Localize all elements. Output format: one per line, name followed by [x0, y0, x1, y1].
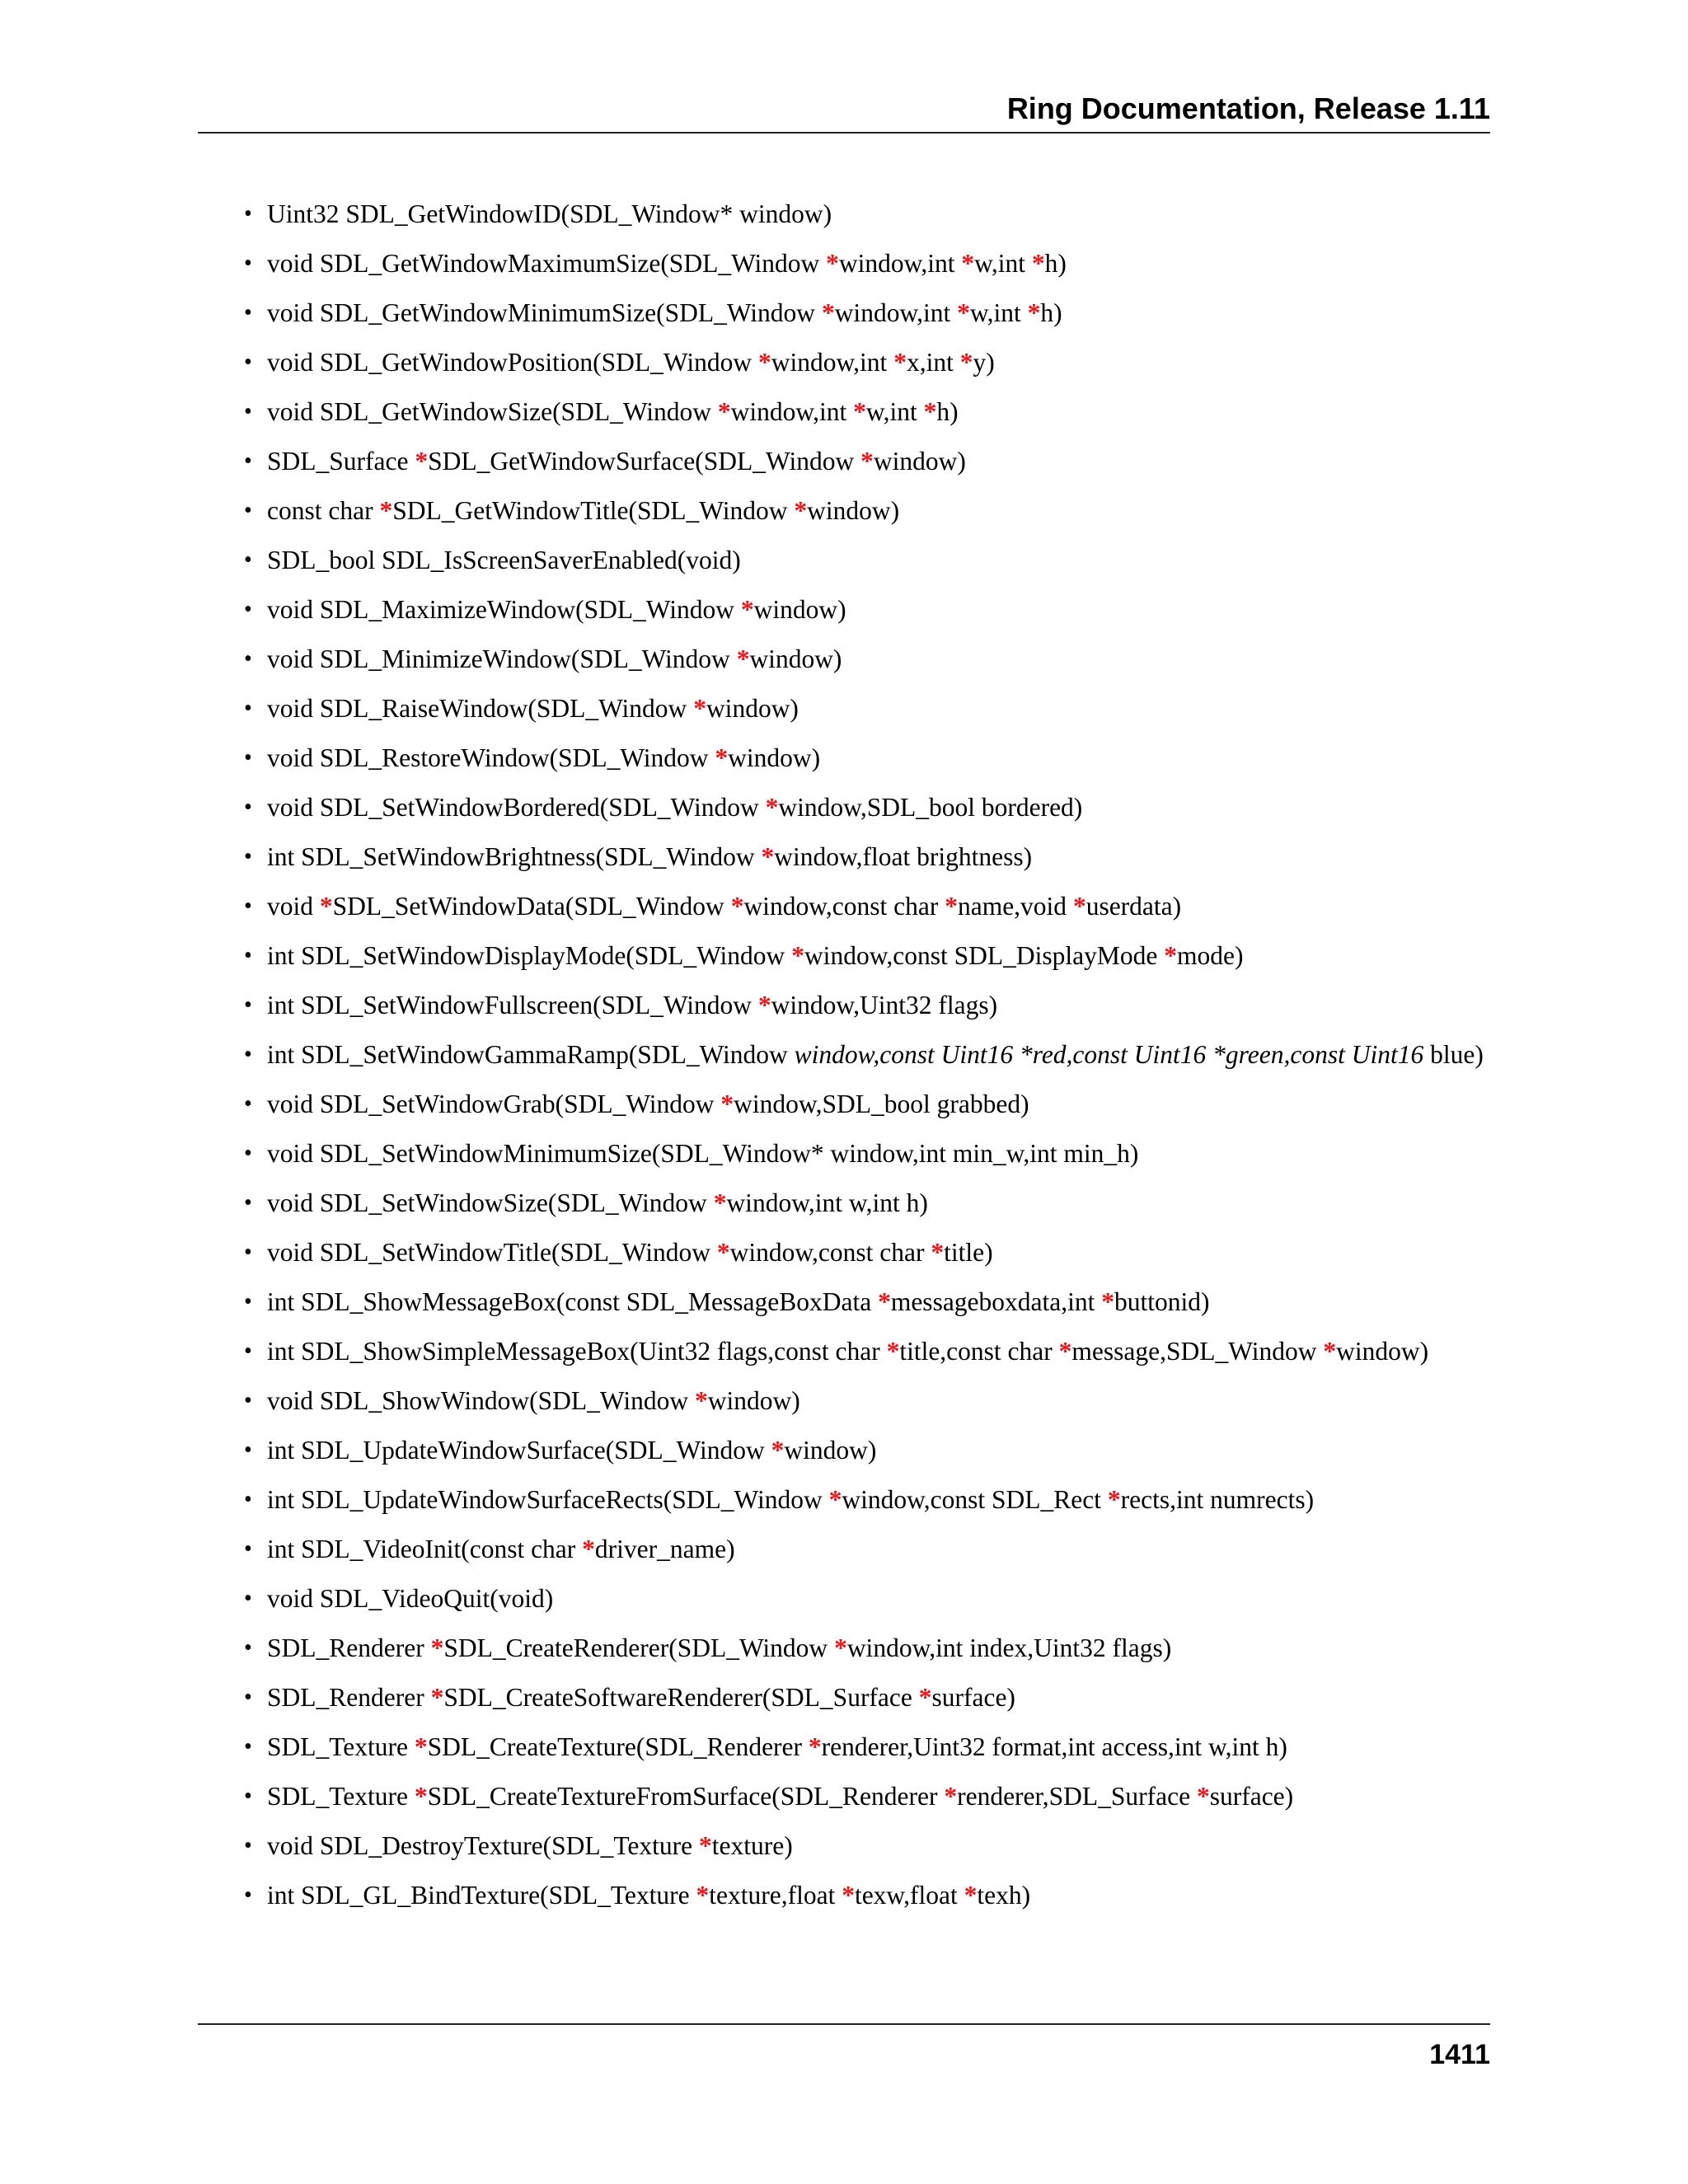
- function-signature: [267, 298, 1062, 327]
- list-item: [198, 1582, 1492, 1615]
- list-item: [198, 1830, 1492, 1863]
- list-item: [198, 1681, 1492, 1714]
- list-item: [198, 1187, 1492, 1220]
- list-item: [198, 643, 1492, 676]
- signature-text: int SDL_ShowMessageBox(const SDL_MessageBoxData: [267, 1287, 879, 1316]
- signature-text: rects,int numrects): [1120, 1485, 1315, 1514]
- pointer-asterisk: *: [713, 1188, 727, 1217]
- pointer-asterisk: *: [791, 941, 804, 970]
- signature-text: window): [753, 595, 846, 624]
- signature-text: window,const char: [743, 892, 945, 921]
- function-signature: [267, 644, 842, 673]
- pointer-asterisk: *: [931, 1238, 945, 1267]
- pointer-asterisk: *: [430, 1633, 444, 1662]
- list-item: [198, 247, 1492, 280]
- bullet-icon: •: [244, 943, 252, 968]
- signature-text: window): [807, 496, 900, 525]
- list-item: [198, 396, 1492, 429]
- signature-text: window): [706, 694, 799, 723]
- signature-text: const char: [267, 496, 380, 525]
- function-signature: [267, 1881, 1030, 1910]
- signature-text: w,int: [969, 298, 1028, 327]
- list-item: [198, 494, 1492, 527]
- signature-text: void SDL_RestoreWindow(SDL_Window: [267, 743, 715, 772]
- pointer-asterisk: *: [842, 1881, 855, 1910]
- signature-text: window,int: [771, 348, 894, 377]
- list-item: [198, 1088, 1492, 1121]
- list-item: [198, 544, 1492, 577]
- page-number: 1411: [1429, 2039, 1490, 2070]
- signature-text: void: [267, 892, 320, 921]
- signature-text: renderer,Uint32 format,int access,int w,int h): [821, 1732, 1287, 1761]
- signature-text: window): [784, 1436, 877, 1465]
- bullet-icon: •: [244, 893, 252, 919]
- pointer-asterisk: *: [808, 1732, 822, 1761]
- pointer-asterisk: *: [1107, 1485, 1121, 1514]
- function-signature: [267, 199, 832, 228]
- bullet-icon: •: [244, 547, 252, 573]
- bullet-icon: •: [244, 1783, 252, 1809]
- pointer-asterisk: *: [319, 892, 333, 921]
- function-signature: [267, 743, 820, 772]
- function-signature: [267, 546, 741, 574]
- signature-text: SDL_Renderer: [267, 1683, 431, 1712]
- list-item: [198, 593, 1492, 626]
- pointer-asterisk: *: [720, 1090, 734, 1118]
- signature-text: int SDL_SetWindowFullscreen(SDL_Window: [267, 991, 758, 1019]
- pointer-asterisk: *: [923, 397, 937, 426]
- bullet-icon: •: [244, 201, 252, 227]
- signature-text: int SDL_VideoInit(const char: [267, 1535, 583, 1563]
- bullet-icon: •: [244, 1289, 252, 1315]
- signature-text: title,const char: [899, 1337, 1059, 1366]
- signature-text: surface): [1209, 1782, 1294, 1811]
- bullet-icon: •: [244, 1388, 252, 1413]
- pointer-asterisk: *: [886, 1337, 900, 1366]
- pointer-asterisk: *: [945, 892, 958, 921]
- signature-text: h): [1044, 249, 1067, 278]
- pointer-asterisk: *: [1027, 298, 1041, 327]
- signature-text: int SDL_SetWindowGammaRamp(SDL_Window: [267, 1040, 795, 1069]
- bullet-icon: •: [244, 1586, 252, 1611]
- signature-text: surface): [931, 1683, 1015, 1712]
- list-item: [198, 791, 1492, 824]
- signature-text: Uint32 SDL_GetWindowID(SDL_Window* window): [267, 199, 832, 228]
- signature-text: window,const SDL_DisplayMode: [804, 941, 1165, 970]
- bullet-icon: •: [244, 1536, 252, 1562]
- bullet-icon: •: [244, 1734, 252, 1760]
- signature-text: window,int: [730, 397, 854, 426]
- function-signature: [267, 1090, 1029, 1118]
- signature-text: window,int index,Uint32 flags): [846, 1633, 1172, 1662]
- function-signature: [267, 793, 1082, 822]
- function-signature: [267, 1485, 1314, 1514]
- signature-text: message,SDL_Window: [1071, 1337, 1324, 1366]
- signature-text: window): [707, 1386, 800, 1415]
- page-content: [198, 198, 1492, 1929]
- signature-text: window,Uint32 flags): [771, 991, 998, 1019]
- signature-text: SDL_Texture: [267, 1732, 415, 1761]
- function-signature: [267, 1188, 928, 1217]
- bullet-icon: •: [244, 1487, 252, 1512]
- signature-text: messageboxdata,int: [890, 1287, 1102, 1316]
- function-signature: [267, 892, 1181, 921]
- document-title: Ring Documentation, Release 1.11: [1006, 91, 1490, 125]
- signature-text: driver_name): [594, 1535, 735, 1563]
- signature-text: window,int: [834, 298, 958, 327]
- signature-text: window): [1336, 1337, 1429, 1366]
- pointer-asterisk: *: [415, 447, 429, 476]
- function-signature: [267, 842, 1032, 871]
- signature-text: window,SDL_bool grabbed): [734, 1090, 1029, 1118]
- signature-text: void SDL_DestroyTexture(SDL_Texture: [267, 1831, 699, 1860]
- function-signature: [267, 1436, 876, 1465]
- bullet-icon: •: [244, 597, 252, 622]
- signature-text: texture,float: [709, 1881, 842, 1910]
- signature-text: window): [728, 743, 821, 772]
- list-item: [198, 1483, 1492, 1516]
- signature-text: window,int: [838, 249, 962, 278]
- pointer-asterisk: *: [694, 1386, 708, 1415]
- list-item: [198, 1632, 1492, 1665]
- signature-text: void SDL_GetWindowSize(SDL_Window: [267, 397, 718, 426]
- pointer-asterisk: *: [698, 1831, 712, 1860]
- pointer-asterisk: *: [918, 1683, 932, 1712]
- pointer-asterisk: *: [1196, 1782, 1210, 1811]
- italic-text: window,const Uint16 *red,const Uint16 *green,const Uint16: [794, 1040, 1424, 1069]
- bullet-icon: •: [244, 646, 252, 672]
- signature-text: userdata): [1085, 892, 1182, 921]
- pointer-asterisk: *: [1101, 1287, 1115, 1316]
- function-signature: [267, 1584, 553, 1613]
- list-item: [198, 445, 1492, 478]
- list-item: [198, 1038, 1492, 1071]
- function-signature: [267, 1238, 993, 1267]
- bullet-icon: •: [244, 794, 252, 820]
- pointer-asterisk: *: [740, 595, 754, 624]
- signature-text: void SDL_GetWindowMinimumSize(SDL_Window: [267, 298, 822, 327]
- page-footer: [198, 2023, 1490, 2070]
- bullet-icon: •: [244, 498, 252, 523]
- pointer-asterisk: *: [757, 991, 771, 1019]
- signature-text: int SDL_UpdateWindowSurfaceRects(SDL_Window: [267, 1485, 829, 1514]
- function-signature: [267, 694, 799, 723]
- function-signature: [267, 1139, 1138, 1168]
- signature-text: void SDL_GetWindowMaximumSize(SDL_Window: [267, 249, 827, 278]
- pointer-asterisk: *: [1031, 249, 1045, 278]
- signature-text: void SDL_SetWindowBordered(SDL_Window: [267, 793, 766, 822]
- signature-text: y): [973, 348, 995, 377]
- bullet-icon: •: [244, 399, 252, 424]
- signature-text: void SDL_SetWindowSize(SDL_Window: [267, 1188, 714, 1217]
- bullet-icon: •: [244, 251, 252, 276]
- pointer-asterisk: *: [860, 447, 874, 476]
- bullet-icon: •: [244, 1437, 252, 1463]
- pointer-asterisk: *: [730, 892, 744, 921]
- signature-text: SDL_CreateRenderer(SDL_Window: [443, 1633, 835, 1662]
- signature-text: void SDL_SetWindowGrab(SDL_Window: [267, 1090, 721, 1118]
- list-item: [198, 1731, 1492, 1764]
- pointer-asterisk: *: [826, 249, 839, 278]
- pointer-asterisk: *: [964, 1881, 978, 1910]
- function-signature: [267, 1831, 793, 1860]
- signature-text: w,int: [974, 249, 1032, 278]
- pointer-asterisk: *: [761, 842, 775, 871]
- pointer-asterisk: *: [765, 793, 779, 822]
- function-signature: [267, 1040, 1484, 1069]
- bullet-icon: •: [244, 844, 252, 869]
- signature-text: SDL_GetWindowTitle(SDL_Window: [392, 496, 795, 525]
- pointer-asterisk: *: [414, 1782, 428, 1811]
- bullet-icon: •: [244, 745, 252, 771]
- function-signature: [267, 1683, 1015, 1712]
- list-item: [198, 1236, 1492, 1269]
- signature-text: buttonid): [1114, 1287, 1210, 1316]
- bullet-icon: •: [244, 1141, 252, 1166]
- signature-text: window,const SDL_Rect: [842, 1485, 1108, 1514]
- pointer-asterisk: *: [379, 496, 393, 525]
- pointer-asterisk: *: [893, 348, 907, 377]
- function-signature: [267, 397, 959, 426]
- pointer-asterisk: *: [736, 644, 750, 673]
- bullet-icon: •: [244, 1833, 252, 1858]
- list-item: [198, 989, 1492, 1022]
- function-signature: [267, 1535, 735, 1563]
- function-signature: [267, 1782, 1293, 1811]
- signature-text: SDL_Texture: [267, 1782, 415, 1811]
- signature-text: void SDL_RaiseWindow(SDL_Window: [267, 694, 694, 723]
- signature-text: SDL_GetWindowSurface(SDL_Window: [428, 447, 861, 476]
- pointer-asterisk: *: [821, 298, 835, 327]
- signature-text: window): [873, 447, 966, 476]
- bullet-icon: •: [244, 1240, 252, 1265]
- pointer-asterisk: *: [696, 1881, 710, 1910]
- signature-text: texh): [977, 1881, 1031, 1910]
- list-item: [198, 198, 1492, 231]
- signature-text: void SDL_SetWindowTitle(SDL_Window: [267, 1238, 717, 1267]
- signature-text: SDL_CreateSoftwareRenderer(SDL_Surface: [443, 1683, 919, 1712]
- list-item: [198, 1286, 1492, 1319]
- signature-text: window,const char: [729, 1238, 931, 1267]
- signature-text: SDL_Renderer: [267, 1633, 431, 1662]
- signature-text: void SDL_MinimizeWindow(SDL_Window: [267, 644, 737, 673]
- list-item: [198, 1434, 1492, 1467]
- list-item: [198, 1137, 1492, 1170]
- signature-text: void SDL_SetWindowMinimumSize(SDL_Window* window,int min_w,int min_h): [267, 1139, 1139, 1168]
- pointer-asterisk: *: [944, 1782, 958, 1811]
- function-signature: [267, 1386, 800, 1415]
- pointer-asterisk: *: [693, 694, 706, 723]
- list-item: [198, 890, 1492, 923]
- signature-text: x,int: [906, 348, 960, 377]
- pointer-asterisk: *: [959, 348, 973, 377]
- function-list: [198, 198, 1492, 1912]
- signature-text: SDL_Surface: [267, 447, 415, 476]
- list-item: [198, 1533, 1492, 1566]
- signature-text: int SDL_ShowSimpleMessageBox(Uint32 flags,const char: [267, 1337, 887, 1366]
- function-signature: [267, 447, 966, 476]
- bullet-icon: •: [244, 1190, 252, 1216]
- pointer-asterisk: *: [828, 1485, 842, 1514]
- list-item: [198, 692, 1492, 725]
- signature-text: blue): [1423, 1040, 1484, 1069]
- page-header: [198, 91, 1490, 134]
- signature-text: int SDL_UpdateWindowSurface(SDL_Window: [267, 1436, 771, 1465]
- list-item: [198, 1385, 1492, 1418]
- bullet-icon: •: [244, 448, 252, 474]
- signature-text: w,int: [865, 397, 924, 426]
- bullet-icon: •: [244, 1338, 252, 1364]
- list-item: [198, 1335, 1492, 1368]
- pointer-asterisk: *: [717, 397, 731, 426]
- signature-text: window): [749, 644, 842, 673]
- pointer-asterisk: *: [1058, 1337, 1072, 1366]
- signature-text: window,int w,int h): [726, 1188, 928, 1217]
- signature-text: texture): [711, 1831, 793, 1860]
- function-signature: [267, 1633, 1171, 1662]
- signature-text: void SDL_MaximizeWindow(SDL_Window: [267, 595, 741, 624]
- signature-text: name,void: [957, 892, 1073, 921]
- pointer-asterisk: *: [771, 1436, 785, 1465]
- function-signature: [267, 249, 1067, 278]
- signature-text: texw,float: [854, 1881, 964, 1910]
- signature-text: window,SDL_bool bordered): [778, 793, 1083, 822]
- signature-text: void SDL_ShowWindow(SDL_Window: [267, 1386, 695, 1415]
- signature-text: int SDL_SetWindowBrightness(SDL_Window: [267, 842, 762, 871]
- list-item: [198, 1780, 1492, 1813]
- bullet-icon: •: [244, 1882, 252, 1908]
- function-signature: [267, 348, 995, 377]
- signature-text: mode): [1177, 941, 1244, 970]
- list-item: [198, 841, 1492, 874]
- pointer-asterisk: *: [757, 348, 771, 377]
- pointer-asterisk: *: [878, 1287, 891, 1316]
- pointer-asterisk: *: [1323, 1337, 1337, 1366]
- signature-text: renderer,SDL_Surface: [957, 1782, 1197, 1811]
- pointer-asterisk: *: [582, 1535, 595, 1563]
- signature-text: window,float brightness): [774, 842, 1033, 871]
- signature-text: int SDL_SetWindowDisplayMode(SDL_Window: [267, 941, 792, 970]
- list-item: [198, 346, 1492, 379]
- function-signature: [267, 1732, 1287, 1761]
- pointer-asterisk: *: [853, 397, 866, 426]
- signature-text: SDL_CreateTexture(SDL_Renderer: [427, 1732, 809, 1761]
- pointer-asterisk: *: [834, 1633, 847, 1662]
- signature-text: void SDL_VideoQuit(void): [267, 1584, 554, 1613]
- pointer-asterisk: *: [1164, 941, 1177, 970]
- bullet-icon: •: [244, 992, 252, 1018]
- bullet-icon: •: [244, 1635, 252, 1661]
- function-signature: [267, 941, 1243, 970]
- signature-text: SDL_CreateTextureFromSurface(SDL_Renderer: [427, 1782, 945, 1811]
- function-signature: [267, 496, 899, 525]
- list-item: [198, 1879, 1492, 1912]
- pointer-asterisk: *: [414, 1732, 428, 1761]
- signature-text: title): [944, 1238, 993, 1267]
- bullet-icon: •: [244, 1091, 252, 1117]
- signature-text: int SDL_GL_BindTexture(SDL_Texture: [267, 1881, 696, 1910]
- pointer-asterisk: *: [794, 496, 808, 525]
- signature-text: void SDL_GetWindowPosition(SDL_Window: [267, 348, 758, 377]
- list-item: [198, 940, 1492, 972]
- bullet-icon: •: [244, 1685, 252, 1710]
- function-signature: [267, 1337, 1428, 1366]
- pointer-asterisk: *: [957, 298, 970, 327]
- signature-text: h): [1040, 298, 1062, 327]
- bullet-icon: •: [244, 1042, 252, 1067]
- pointer-asterisk: *: [1072, 892, 1086, 921]
- function-signature: [267, 991, 997, 1019]
- pointer-asterisk: *: [715, 743, 729, 772]
- pointer-asterisk: *: [430, 1683, 444, 1712]
- signature-text: h): [936, 397, 959, 426]
- bullet-icon: •: [244, 696, 252, 721]
- function-signature: [267, 595, 846, 624]
- pointer-asterisk: *: [961, 249, 975, 278]
- signature-text: SDL_SetWindowData(SDL_Window: [332, 892, 731, 921]
- pointer-asterisk: *: [716, 1238, 730, 1267]
- bullet-icon: •: [244, 349, 252, 375]
- list-item: [198, 742, 1492, 775]
- signature-text: SDL_bool SDL_IsScreenSaverEnabled(void): [267, 546, 741, 574]
- list-item: [198, 297, 1492, 330]
- bullet-icon: •: [244, 300, 252, 326]
- function-signature: [267, 1287, 1210, 1316]
